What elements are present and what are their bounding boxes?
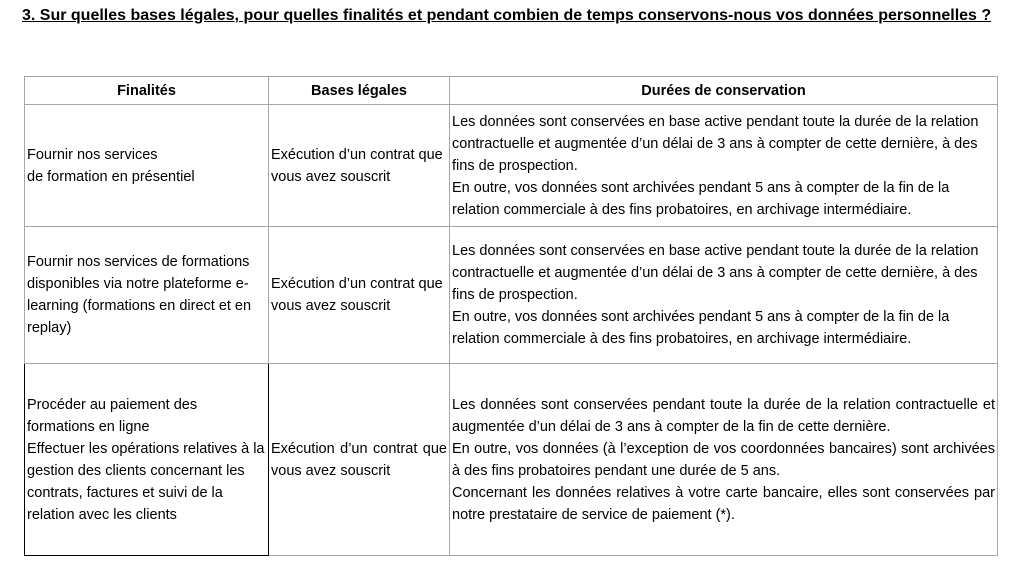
table-row: [25, 105, 998, 227]
duree-cell: [450, 105, 998, 227]
header-durees-conservation: Durées de conservation: [450, 77, 998, 105]
data-retention-table: [24, 76, 998, 556]
base-legale-text: Exécution d’un contrat que vous avez souscrit: [271, 146, 443, 185]
base-legale-text: Exécution d’un contrat que vous avez souscrit: [271, 276, 443, 314]
base-legale-cell: [269, 364, 450, 556]
base-legale-cell: [269, 227, 450, 364]
table-row: [25, 227, 998, 364]
table-row: [25, 364, 998, 556]
finalite-cell: [25, 105, 269, 227]
finalite-text: Fournir nos services de formations disponibles via notre plateforme e-learning (formations en direct et en replay): [27, 254, 252, 336]
finalite-cell: [25, 227, 269, 364]
base-legale-text: Exécution d’un contrat que vous avez souscrit: [271, 440, 447, 479]
duree-text: En outre, vos données (à l’exception de vos coordonnées bancaires) sont archivées à des fins probatoires pendant une durée de 5 ans.: [452, 440, 995, 479]
duree-cell: [450, 227, 998, 364]
finalite-text: Effectuer les opérations relatives à la gestion des clients concernant les contrats, factures et suivi de la relation avec les clients: [27, 440, 265, 523]
duree-text: Concernant les données relatives à votre carte bancaire, elles sont conservées par notre prestataire de service de paiement (*).: [452, 484, 995, 523]
duree-text: En outre, vos données sont archivées pendant 5 ans à compter de la fin de la relation commerciale à des fins probatoires, en archivage intermédiaire.: [452, 179, 950, 218]
duree-cell: [450, 364, 998, 556]
duree-text: Les données sont conservées pendant toute la durée de la relation contractuelle et augmentée d’un délai de 3 ans à compter de la fin de cette dernière.: [452, 396, 995, 435]
duree-text: En outre, vos données sont archivées pendant 5 ans à compter de la fin de la relation commerciale à des fins probatoires, en archivage intermédiaire.: [452, 309, 950, 347]
header-finalites: Finalités: [25, 77, 269, 105]
finalite-text: Fournir nos services: [27, 146, 158, 163]
finalite-text: de formation en présentiel: [27, 168, 195, 185]
section-heading: 3. Sur quelles bases légales, pour quelles finalités et pendant combien de temps conservons-nous vos données personnelles ?: [22, 7, 992, 24]
finalite-cell: [25, 364, 269, 556]
table-header-row: [25, 77, 998, 105]
header-bases-legales: Bases légales: [269, 77, 450, 105]
base-legale-cell: [269, 105, 450, 227]
duree-text: Les données sont conservées en base active pendant toute la durée de la relation contractuelle et augmentée d’un délai de 3 ans à compter de cette dernière, à des fins de prospection.: [452, 113, 979, 174]
duree-text: Les données sont conservées en base active pendant toute la durée de la relation contractuelle et augmentée d’un délai de 3 ans à compter de cette dernière, à des fins de prospection.: [452, 243, 979, 303]
finalite-text: Procéder au paiement des formations en ligne: [27, 396, 198, 435]
